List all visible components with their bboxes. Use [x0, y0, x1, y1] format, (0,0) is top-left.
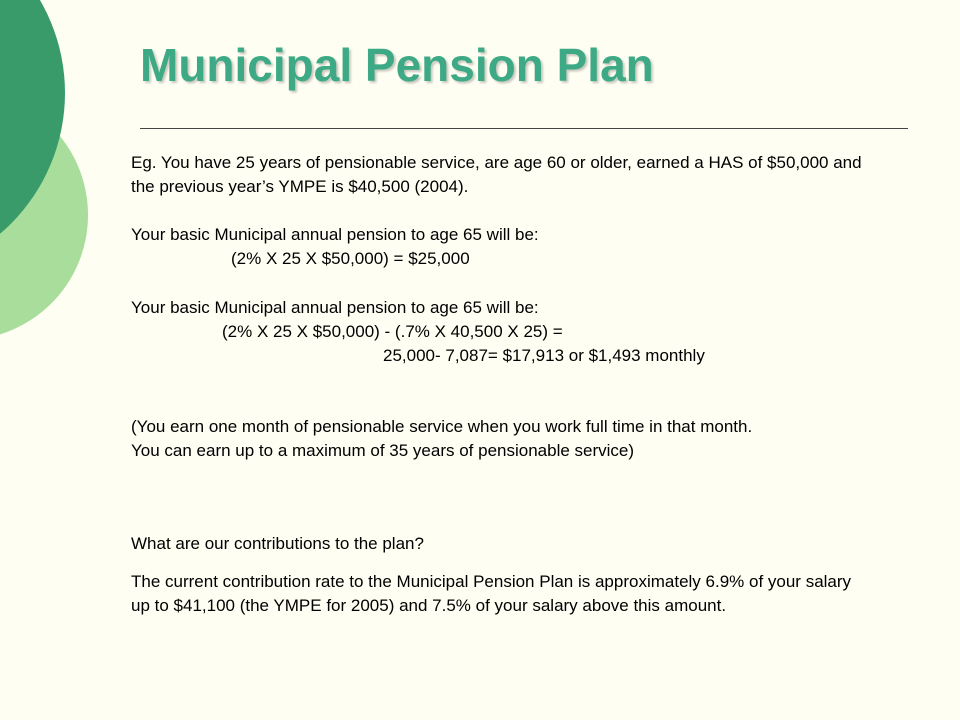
- calc2-result: 25,000- 7,087= $17,913 or $1,493 monthly: [383, 346, 705, 365]
- contributions-question: What are our contributions to the plan?: [131, 534, 424, 553]
- slide-title: Municipal Pension Plan: [140, 39, 654, 91]
- calc1-heading: Your basic Municipal annual pension to age 65 will be:: [131, 225, 539, 244]
- example-intro: Eg. You have 25 years of pensionable service, are age 60 or older, earned a HAS of $50,000 and the previous year’s YMPE is $40,500 (2004).: [131, 153, 862, 196]
- title-divider: [140, 128, 908, 129]
- calc2-heading: Your basic Municipal annual pension to age 65 will be:: [131, 298, 539, 317]
- calc2-formula: (2% X 25 X $50,000) - (.7% X 40,500 X 25) =: [222, 322, 563, 341]
- service-note: (You earn one month of pensionable service when you work full time in that month. You can earn up to a maximum of 35 years of pensionable service): [131, 417, 753, 460]
- contributions-answer: The current contribution rate to the Municipal Pension Plan is approximately 6.9% of your salary up to $41,100 (the YMPE for 2005) and 7.5% of your salary above this amount.: [131, 572, 852, 615]
- calc1-formula: (2% X 25 X $50,000) = $25,000: [231, 249, 470, 268]
